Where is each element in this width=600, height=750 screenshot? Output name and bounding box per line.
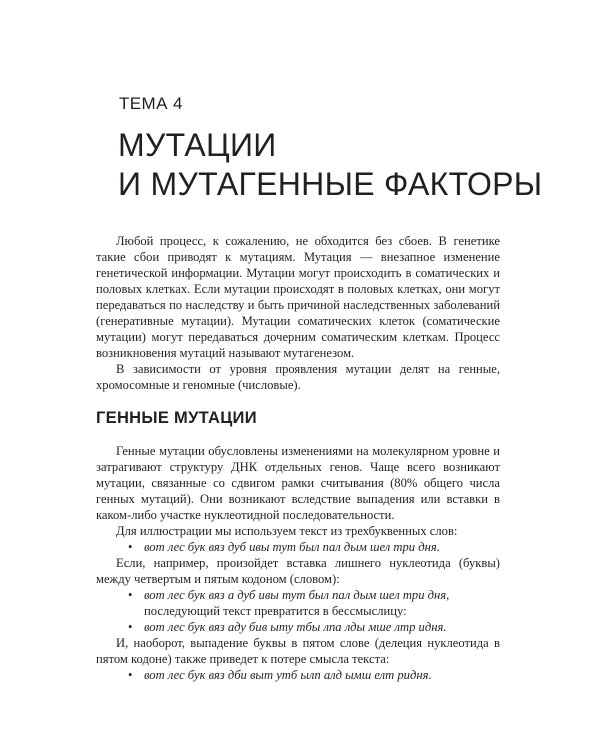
example-text-4: вот лес бук вяз дби выт утб ылп алд ымш елт ридня. [144,668,432,682]
example-bullet-1 [96,539,500,555]
gene-paragraph-1: Генные мутации обусловлены изменениями на молекулярном уровне и затрагивают структуру ДНК отдельных генов. Чаще всего возникают мутации, связанные со сдвигом рамки считывания (80% общего числа генных мутаций). Они возникают вследствие выпадения или вставки в каком-либо участке нуклеотидной последовательности. [96,444,500,522]
example-text-2: вот лес бук вяз а дуб ивы тут был пал дым шел три дня, [144,588,450,602]
gene-paragraph-2: Для иллюстрации мы используем текст из трехбуквенных слов: [116,524,458,538]
example-text-3: вот лес бук вяз аду бив ыту тбы лпа лды мше лтр идня. [144,620,447,634]
chapter-title [118,126,543,204]
chapter-title-line-2: И МУТАГЕННЫЕ ФАКТОРЫ [118,166,543,202]
gene-paragraph-3: Если, например, произойдет вставка лишнего нуклеотида (буквы) между четвертым и пятым кодоном (словом): [96,556,500,586]
example-text-1: вот лес бук вяз дуб ивы тут был пал дым шел три дня. [144,540,440,554]
bullet-dot-icon: • [128,668,133,682]
theme-label: ТЕМА 4 [119,94,183,113]
gene-paragraph-4: последующий текст превратится в бессмыслицу: [144,604,407,618]
chapter-title-line-1: МУТАЦИИ [118,127,277,163]
gene-mutations-text [96,443,500,683]
bullet-dot-icon: • [128,588,133,602]
section-heading-gene-mutations: ГЕННЫЕ МУТАЦИИ [96,409,257,427]
example-bullet-2 [96,587,500,603]
bullet-dot-icon: • [128,620,133,634]
bullet-dot-icon: • [128,540,133,554]
gene-paragraph-5: И, наоборот, выпадение буквы в пятом слове (делеция нуклеотида в пятом кодоне) также приведет к потере смысла текста: [96,636,500,666]
intro-text [96,233,500,393]
example-bullet-4 [96,667,500,683]
intro-paragraph-1: Любой процесс, к сожалению, не обходится без сбоев. В генетике такие сбои приводят к мутациям. Мутация — внезапное изменение генетической информации. Мутации могут происходить в соматических и половых клетках. Если мутации происходят в половых клетках, они могут передаваться по наследству и быть причиной наследственных заболеваний (генеративные мутации). Мутации соматических клеток (соматические мутации) могут передаваться дочерним соматическим клеткам. Процесс возникновения мутаций называют мутагенезом. [96,234,500,360]
example-bullet-3 [96,619,500,635]
intro-paragraph-2: В зависимости от уровня проявления мутации делят на генные, хромосомные и геномные (числовые). [96,362,500,392]
